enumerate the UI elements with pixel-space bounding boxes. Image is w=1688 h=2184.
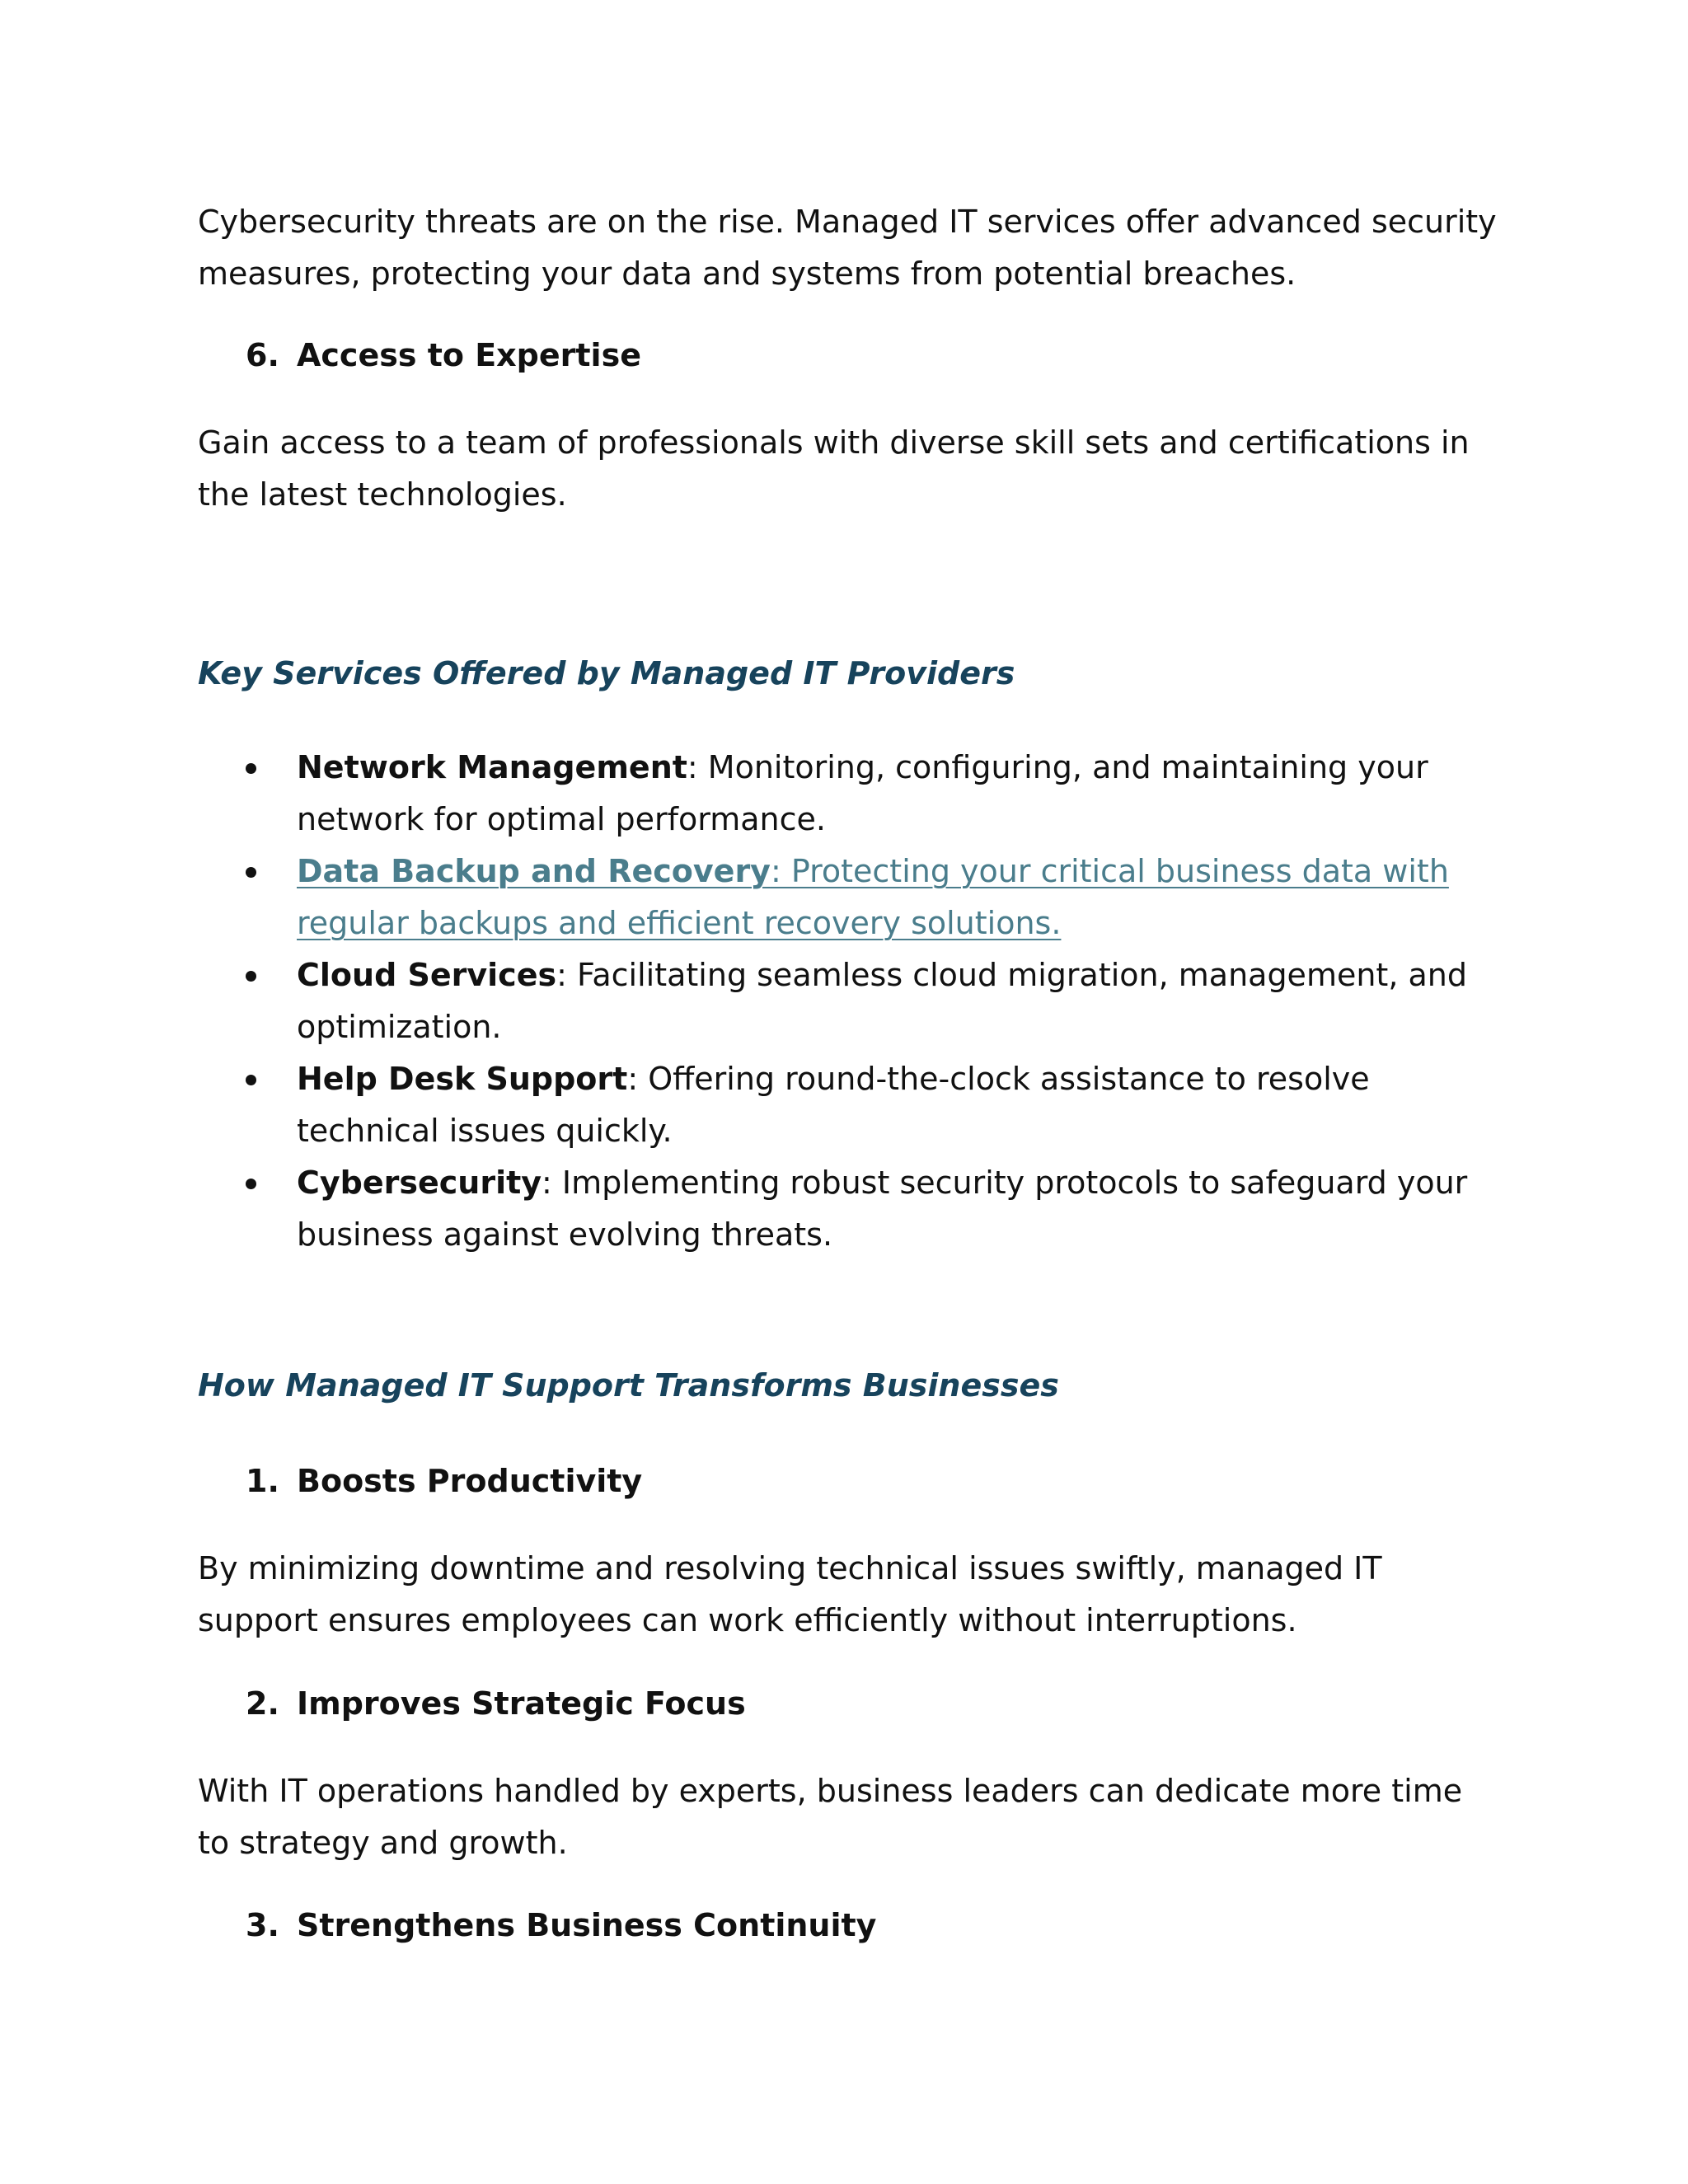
service-description: : Implementing robust security protocols to safeguard your business against evolving threats. [297,1165,1468,1253]
data-backup-link[interactable] [297,853,1449,941]
heading-title: Improves Strategic Focus [297,1685,746,1722]
bullet-icon [246,763,256,774]
expertise-paragraph: Gain access to a team of professionals with diverse skill sets and certifications in the latest technologies. [198,424,1470,513]
list-item-cloud-services [0,949,1500,1053]
service-term: Data Backup and Recovery [297,853,771,889]
heading-title: Strengthens Business Continuity [297,1907,877,1943]
bullet-icon [246,1179,256,1189]
strategic-paragraph: With IT operations handled by experts, business leaders can dedicate more time to strategy and growth. [198,1773,1463,1861]
heading-title: Access to Expertise [297,337,641,373]
list-item-network-management [0,742,1500,846]
list-number: 6. [246,337,279,373]
service-term: Cloud Services [297,957,557,993]
service-term: Help Desk Support [297,1061,628,1097]
list-item-data-backup[interactable] [0,846,1500,949]
services-list [0,742,1688,1261]
list-number: 1. [246,1463,279,1499]
bullet-icon [246,867,256,878]
service-description: : Offering round-the-clock assistance to resolve technical issues quickly. [297,1061,1370,1149]
security-paragraph: Cybersecurity threats are on the rise. Managed IT services offer advanced security measures, protecting your data and systems from potential breaches. [198,204,1497,292]
list-item-help-desk [0,1053,1500,1157]
section-heading-key-services: Key Services Offered by Managed IT Providers [198,655,1015,691]
service-description: : Monitoring, configuring, and maintaining your network for optimal performance. [297,749,1428,837]
bullet-icon [246,971,256,982]
heading-access-to-expertise [246,330,641,382]
service-term: Cybersecurity [297,1165,542,1201]
service-term: Network Management [297,749,687,785]
heading-boosts-productivity [246,1455,642,1507]
service-description: : Protecting your critical business data with regular backups and efficient recovery solutions. [297,853,1449,941]
heading-business-continuity [246,1900,876,1952]
heading-improves-strategic-focus [246,1678,746,1730]
list-number: 2. [246,1685,279,1722]
list-item-cybersecurity [0,1157,1500,1261]
productivity-paragraph: By minimizing downtime and resolving technical issues swiftly, managed IT support ensures employees can work efficiently without interruptions. [198,1550,1382,1638]
list-number: 3. [246,1907,279,1943]
service-description: : Facilitating seamless cloud migration, management, and optimization. [297,957,1467,1045]
heading-title: Boosts Productivity [297,1463,643,1499]
section-heading-transforms: How Managed IT Support Transforms Businesses [198,1367,1059,1404]
bullet-icon [246,1075,256,1085]
